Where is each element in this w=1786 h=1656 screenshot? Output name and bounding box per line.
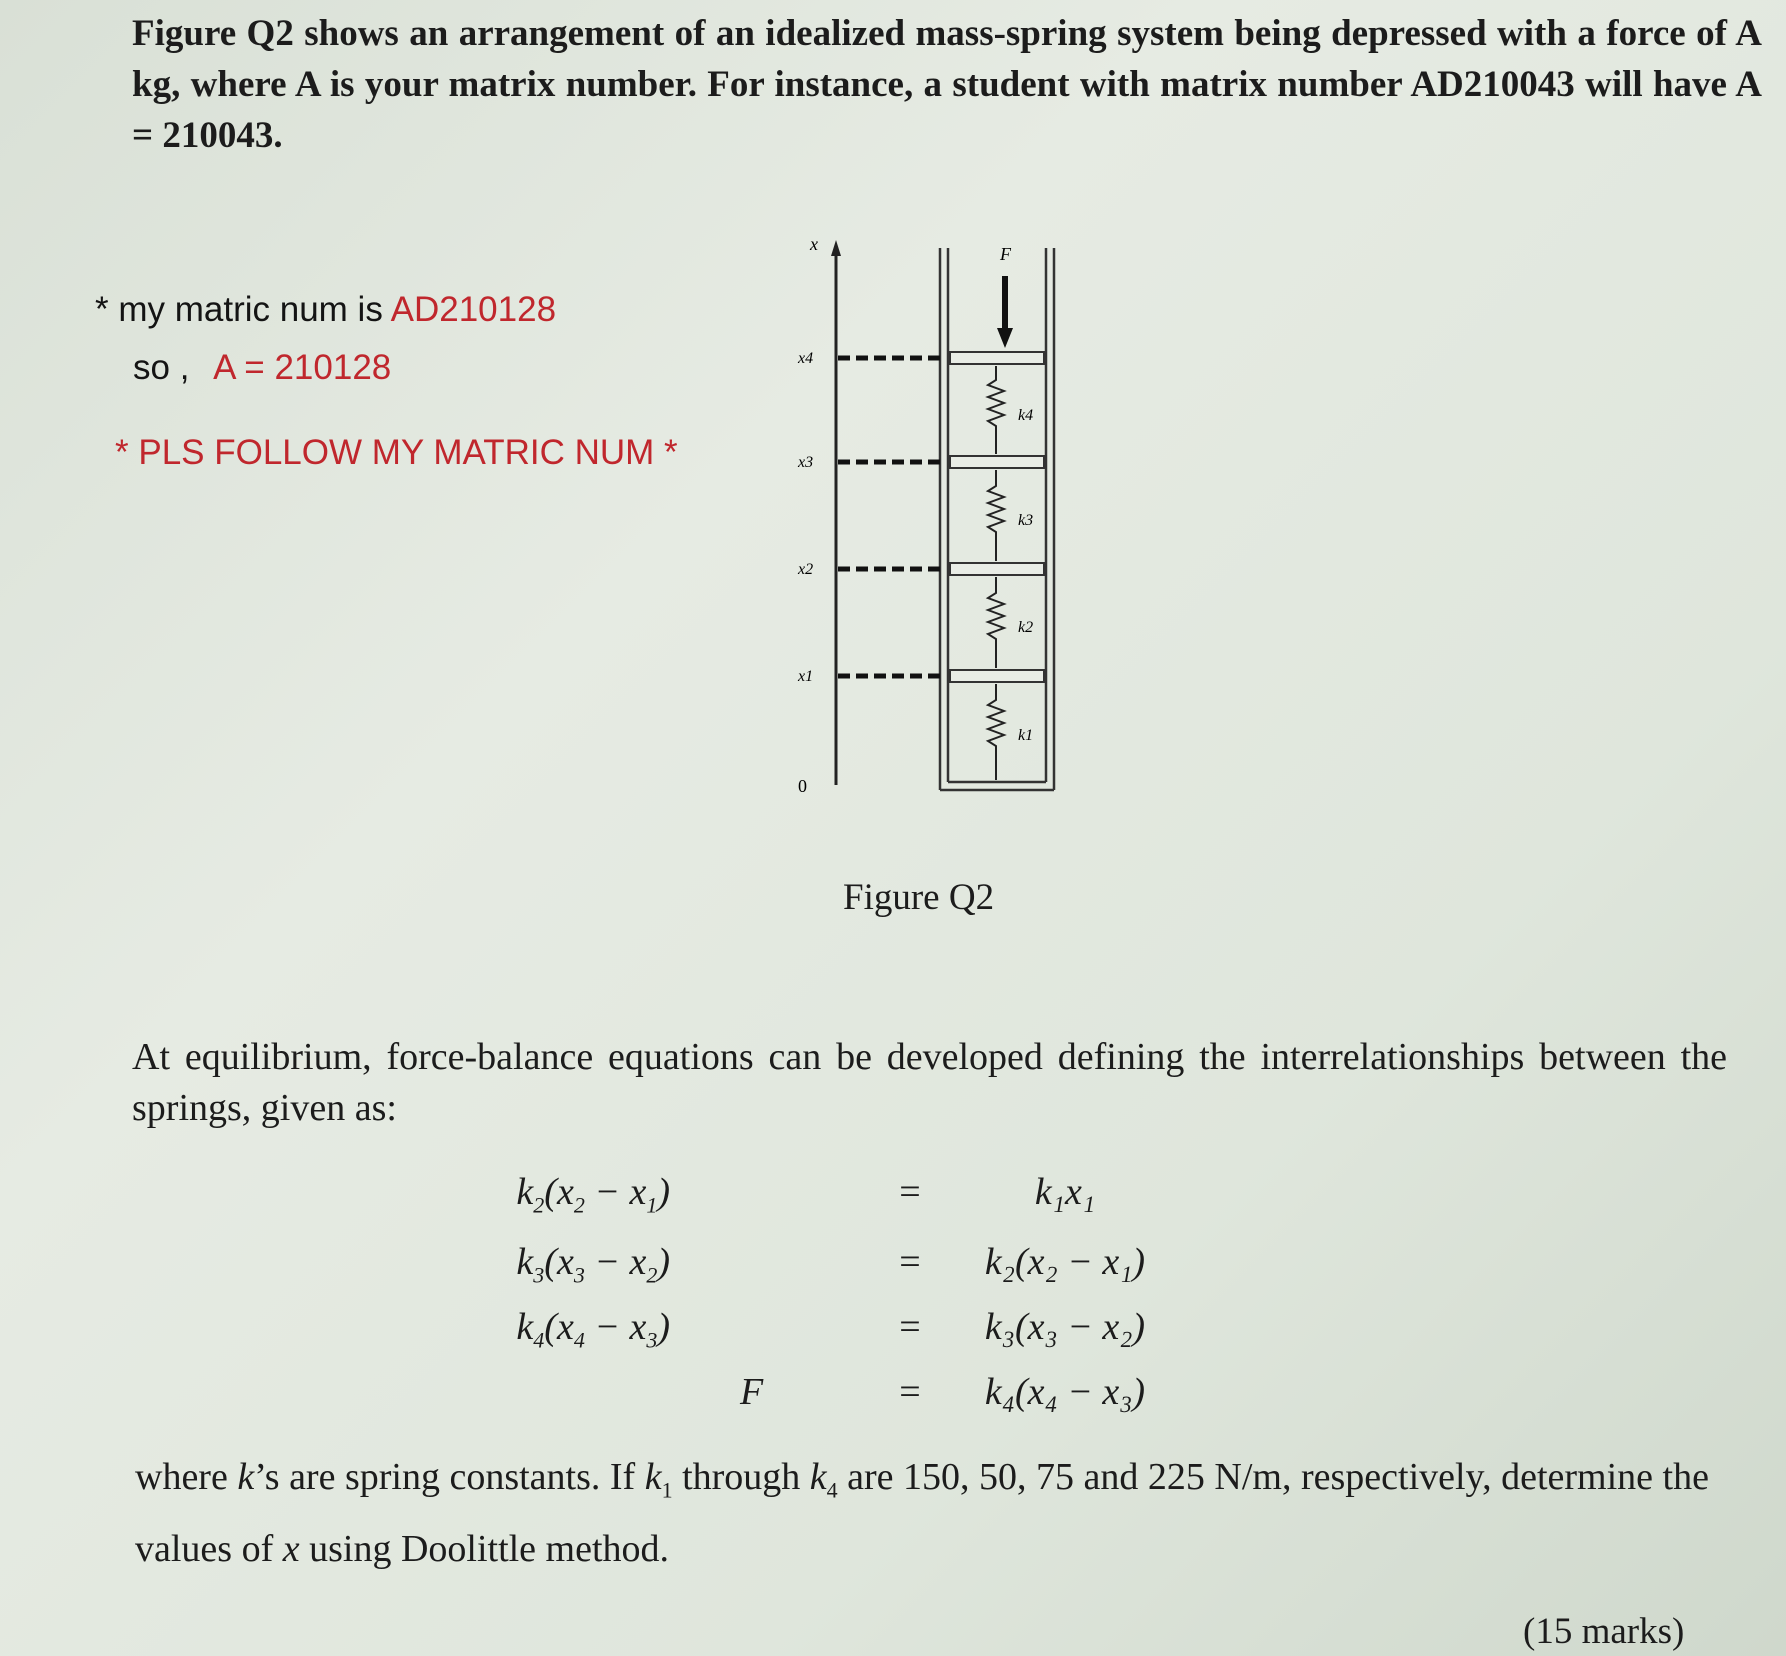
eq3-left [380,1305,670,1354]
spring-constants-paragraph [135,1448,1735,1578]
force-arrow-head [997,328,1013,348]
spring-k3 [988,470,1004,561]
label-k2: k2 [1018,619,1034,636]
tail-text-2: ’s are spring constants. If [254,1456,645,1498]
question-intro: Figure Q2 shows an arrangement of an idealized mass-spring system being depressed with a force of A kg, where A is your matrix number. For instance, a student with matrix number AD210043 will have A = 210043. [132,13,1762,156]
spring-k1 [988,684,1004,780]
plate-2 [950,563,1044,575]
eq3-a: (x [544,1306,574,1348]
x-axis-arrow [831,240,841,256]
eq3-equals: = [899,1306,921,1348]
label-k4: k4 [1018,407,1034,424]
eq2-b: − x [584,1241,647,1283]
eq3-b: − x [584,1306,647,1348]
tail-k4-sub: 4 [826,1477,838,1503]
eq1-k-sub: 2 [533,1192,545,1218]
label-x4: x4 [798,350,814,367]
eq3-k: k [516,1306,534,1348]
eq2-k: k [516,1241,534,1283]
plate-1 [950,670,1044,682]
tail-text-4: are 150, 50, 75 and 225 N/m, respectively, determine the values of [135,1456,1709,1570]
eq3-k-sub: 4 [533,1327,545,1353]
eq3-b-sub: 3 [646,1327,658,1353]
eq1-left [380,1170,670,1219]
plate-4 [950,352,1044,364]
eq1-equals: = [899,1171,921,1213]
equations-intro: At equilibrium, force-balance equations can be developed defining the interrelationships between the springs, given as: [132,1036,1727,1129]
tail-text-3: through [672,1456,810,1498]
eq2-a-sub: 3 [573,1262,585,1288]
eq2-right: k₂(x₂ − x₁) [984,1241,1146,1283]
label-x1: x1 [798,668,814,685]
eq1-b-sub: 1 [646,1192,658,1218]
note-a-value: A = 210128 [213,348,392,387]
tail-text-5: using Doolittle method. [299,1527,670,1570]
eq4-equals: = [899,1371,921,1413]
eq2-left [380,1240,670,1289]
tail-k: k [237,1456,255,1498]
eq2-b-sub: 2 [646,1262,658,1288]
note-line-1-prefix: my matric num is [118,290,391,329]
tail-k4: k [809,1456,827,1498]
eq3-c: ) [657,1306,670,1348]
spring-k4 [988,366,1004,454]
tail-text-1: where [135,1456,238,1498]
marks: (15 marks) [1523,1611,1685,1652]
eq3-a-sub: 4 [573,1327,585,1353]
label-k1: k1 [1018,727,1034,744]
tail-k1: k [644,1456,662,1498]
eq2-k-sub: 3 [533,1262,545,1288]
note-star: * [95,290,109,329]
eq1-k: k [516,1171,534,1213]
label-x3: x3 [798,454,814,471]
eq2-a: (x [544,1241,574,1283]
eq1-a-sub: 2 [573,1192,585,1218]
eq1-b: − x [584,1171,647,1213]
eq1-right: k₁x₁ [1034,1171,1096,1213]
eq3-right: k₃(x₃ − x₂) [984,1306,1146,1348]
eq4-right: k₄(x₄ − x₃) [984,1371,1146,1413]
note-line-3: * PLS FOLLOW MY MATRIC NUM * [115,433,678,472]
note-line-2-prefix: so , [133,348,190,387]
eq2-c: ) [657,1241,670,1283]
tail-k1-sub: 1 [661,1477,673,1503]
origin-label: 0 [798,776,807,796]
force-label: F [1000,244,1011,264]
x-axis-label: x [810,234,818,254]
mass-spring-figure [780,230,1100,810]
note-line-1 [95,290,556,330]
eq2-equals: = [899,1241,921,1283]
note-matric-number: AD210128 [390,290,557,329]
label-x2: x2 [798,561,814,578]
note-line-2 [133,348,391,388]
tail-x: x [282,1527,300,1570]
spring-k2 [988,577,1004,668]
eq4-left: F [740,1371,764,1413]
figure-caption: Figure Q2 [843,877,995,918]
plate-3 [950,456,1044,468]
label-k3: k3 [1018,512,1034,529]
eq1-a: (x [544,1171,574,1213]
eq1-c: ) [657,1171,670,1213]
